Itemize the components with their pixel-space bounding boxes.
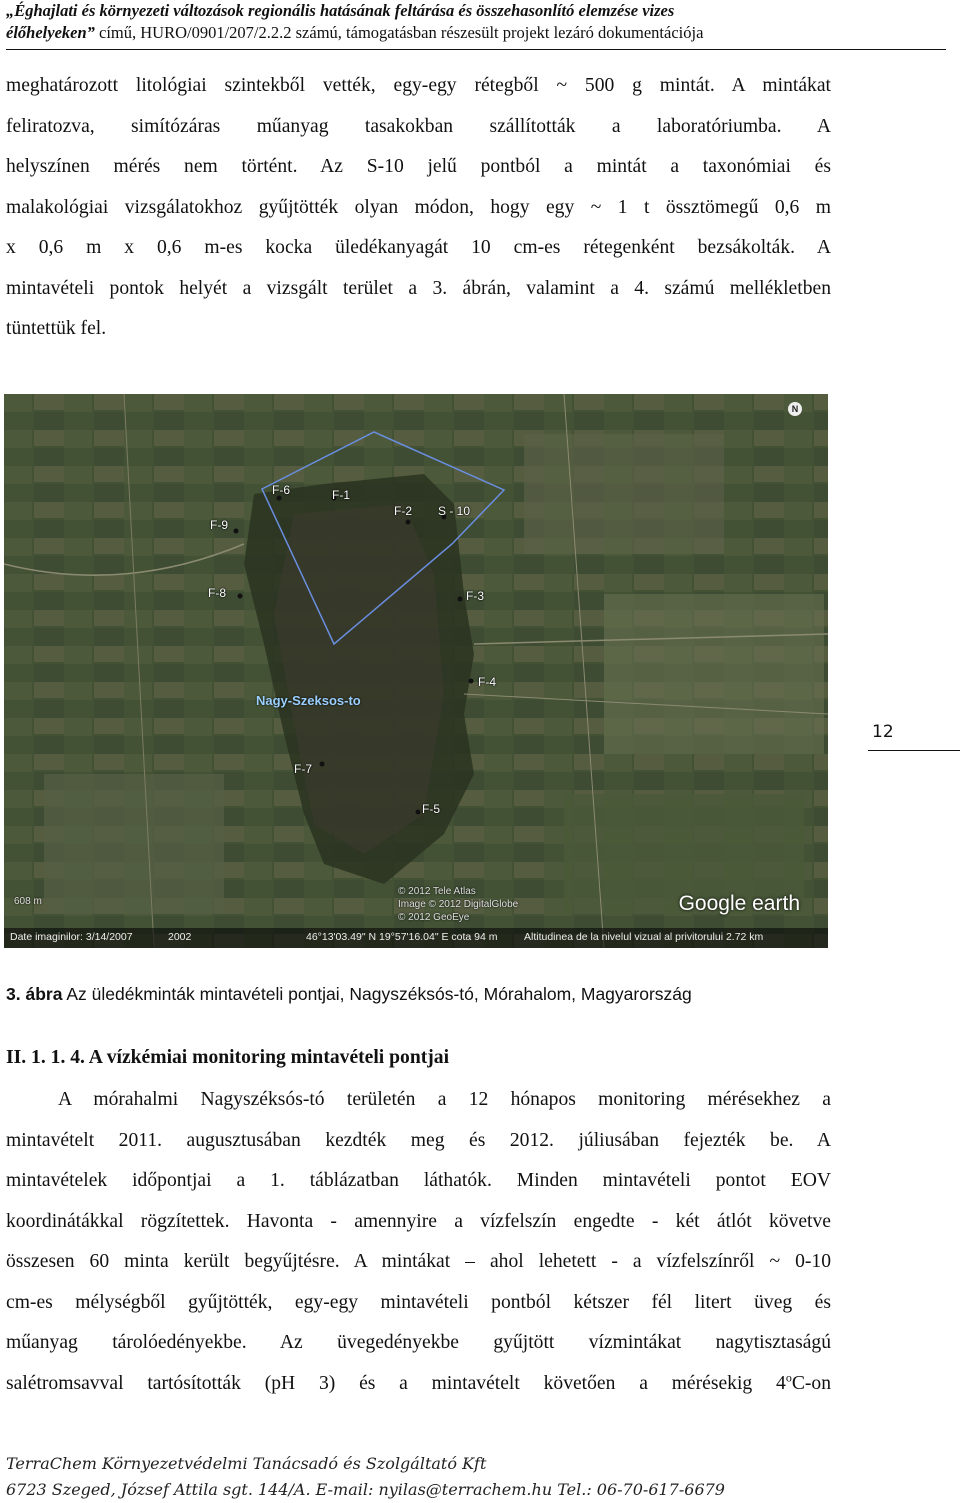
degree-superscript: o (785, 1369, 792, 1384)
map-scale: 608 m (14, 896, 42, 907)
eye-altitude: Altitudinea de la nivelul vizual al privitorului 2.72 km (524, 931, 764, 943)
paragraph-sampling (6, 66, 831, 350)
sample-point-label: F-2 (394, 504, 412, 518)
line-text: salétromsavval tartósították (pH 3) és a mintavételt követően a mérésekig 4 (6, 1372, 786, 1394)
map-coordinates: 46°13'03.49" N 19°57'16.04" E cota 94 m (306, 931, 498, 943)
sample-point-label: F-5 (422, 802, 440, 816)
sample-point-marker (320, 762, 325, 767)
sample-point-label: F-8 (208, 586, 226, 600)
section-heading: II. 1. 1. 4. A vízkémiai monitoring mintavételi pontjai (6, 1047, 450, 1068)
paragraph-line: feliratozva, simítózáras műanyag tasakokban szállították a laboratóriumba. A (6, 115, 831, 137)
satellite-map-figure (4, 394, 828, 948)
map-status-bar (4, 928, 828, 948)
sample-point-label: F-1 (332, 488, 350, 502)
page-number: 12 (868, 722, 960, 751)
paragraph-line: összesen 60 minta került begyűjtésre. A mintákat – ahol lehetett - a vízfelszínről ~ 0-10 (6, 1251, 831, 1272)
line-text-end: C-on (791, 1372, 831, 1394)
header-line-1 (6, 0, 946, 22)
sample-point-marker (238, 594, 243, 599)
paragraph-line: mintavételek időpontjai a 1. táblázatban láthatók. Minden mintavételi pontot EOV (6, 1170, 831, 1191)
footer-company: TerraChem Környezetvédelmi Tanácsadó és Szolgáltató Kft (6, 1454, 487, 1473)
sample-point-label: F-6 (272, 483, 290, 497)
satellite-imagery (4, 394, 828, 948)
paragraph-line: mintavételi pontok helyét a vizsgált terület a 3. ábrán, valamint a 4. számú mellékletben (6, 277, 831, 299)
paragraph-line: koordinátákkal rögzítettek. Havonta - amennyire a vízfelszín engedte - két átlót követve (6, 1210, 831, 1232)
paragraph-line (6, 1364, 831, 1405)
header-project-title-end: élőhelyeken” (6, 23, 95, 42)
sample-point-label: F-9 (210, 518, 228, 532)
sample-point-marker (234, 529, 239, 534)
paragraph-monitoring (6, 1080, 831, 1404)
header-project-info: című, HURO/0901/207/2.2.2 számú, támogatásban részesült projekt lezáró dokumentációja (94, 23, 704, 42)
compass-icon: N (788, 402, 802, 416)
paragraph-line: mintavételt 2011. augusztusában kezdték meg és 2012. júliusában fejezték be. A (6, 1129, 831, 1151)
document-footer (6, 1451, 906, 1503)
map-attribution: © 2012 Tele Atlas (398, 886, 476, 897)
sample-point-label: F-4 (478, 675, 496, 689)
sample-point-marker (469, 679, 474, 684)
header-line-2 (6, 22, 946, 44)
figure-caption-text: Az üledékminták mintavételi pontjai, Nagyszéksós-tó, Mórahalom, Magyarország (66, 984, 692, 1004)
paragraph-line: x 0,6 m x 0,6 m-es kocka üledékanyagát 10 cm-es rétegenként bezsákolták. A (6, 237, 831, 258)
paragraph-line: műanyag tárolóedényekbe. Az üvegedényekbe gyűjtött vízmintákat nagytisztaságú (6, 1332, 831, 1353)
google-earth-logo: Google earth (678, 892, 800, 915)
sample-point-marker (458, 597, 463, 602)
paragraph-line: cm-es mélységből gyűjtötték, egy-egy mintavételi pontból kétszer fél litert üveg és (6, 1291, 831, 1313)
lake-label: Nagy-Szeksos-to (256, 693, 361, 708)
figure-number: 3. ábra (6, 984, 63, 1004)
paragraph-line: helyszínen mérés nem történt. Az S-10 jelű pontból a mintát a taxonómiai és (6, 156, 831, 177)
sample-point-label: S - 10 (438, 504, 471, 518)
map-attribution: Image © 2012 DigitalGlobe (398, 899, 519, 910)
imagery-date: Date imaginilor: 3/14/2007 (10, 931, 133, 943)
paragraph-line: A mórahalmi Nagyszéksós-tó területén a 12 hónapos monitoring mérésekhez a (58, 1089, 831, 1110)
paragraph-line: meghatározott litológiai szintekből vették, egy-egy rétegből ~ 500 g mintát. A mintákat (6, 75, 831, 96)
sample-point-label: F-3 (466, 589, 484, 603)
header-project-title: „Éghajlati és környezeti változások regionális hatásának feltárása és összehasonlító elemzése vizes (6, 1, 675, 20)
sample-point-marker (416, 810, 421, 815)
figure-caption (6, 982, 836, 1006)
paragraph-line: malakológiai vizsgálatokhoz gyűjtötték olyan módon, hogy egy ~ 1 t össztömegű 0,6 m (6, 196, 831, 218)
sample-point-marker (406, 520, 411, 525)
paragraph-line: tüntettük fel. (6, 318, 107, 339)
document-header (6, 0, 946, 50)
map-attribution: © 2012 GeoEye (398, 912, 470, 923)
footer-contact: 6723 Szeged, József Attila sgt. 144/A. E-mail: nyilas@terrachem.hu Tel.: 06-70-617-6679 (6, 1480, 725, 1499)
imagery-year: 2002 (168, 931, 192, 943)
sample-point-label: F-7 (294, 762, 312, 776)
